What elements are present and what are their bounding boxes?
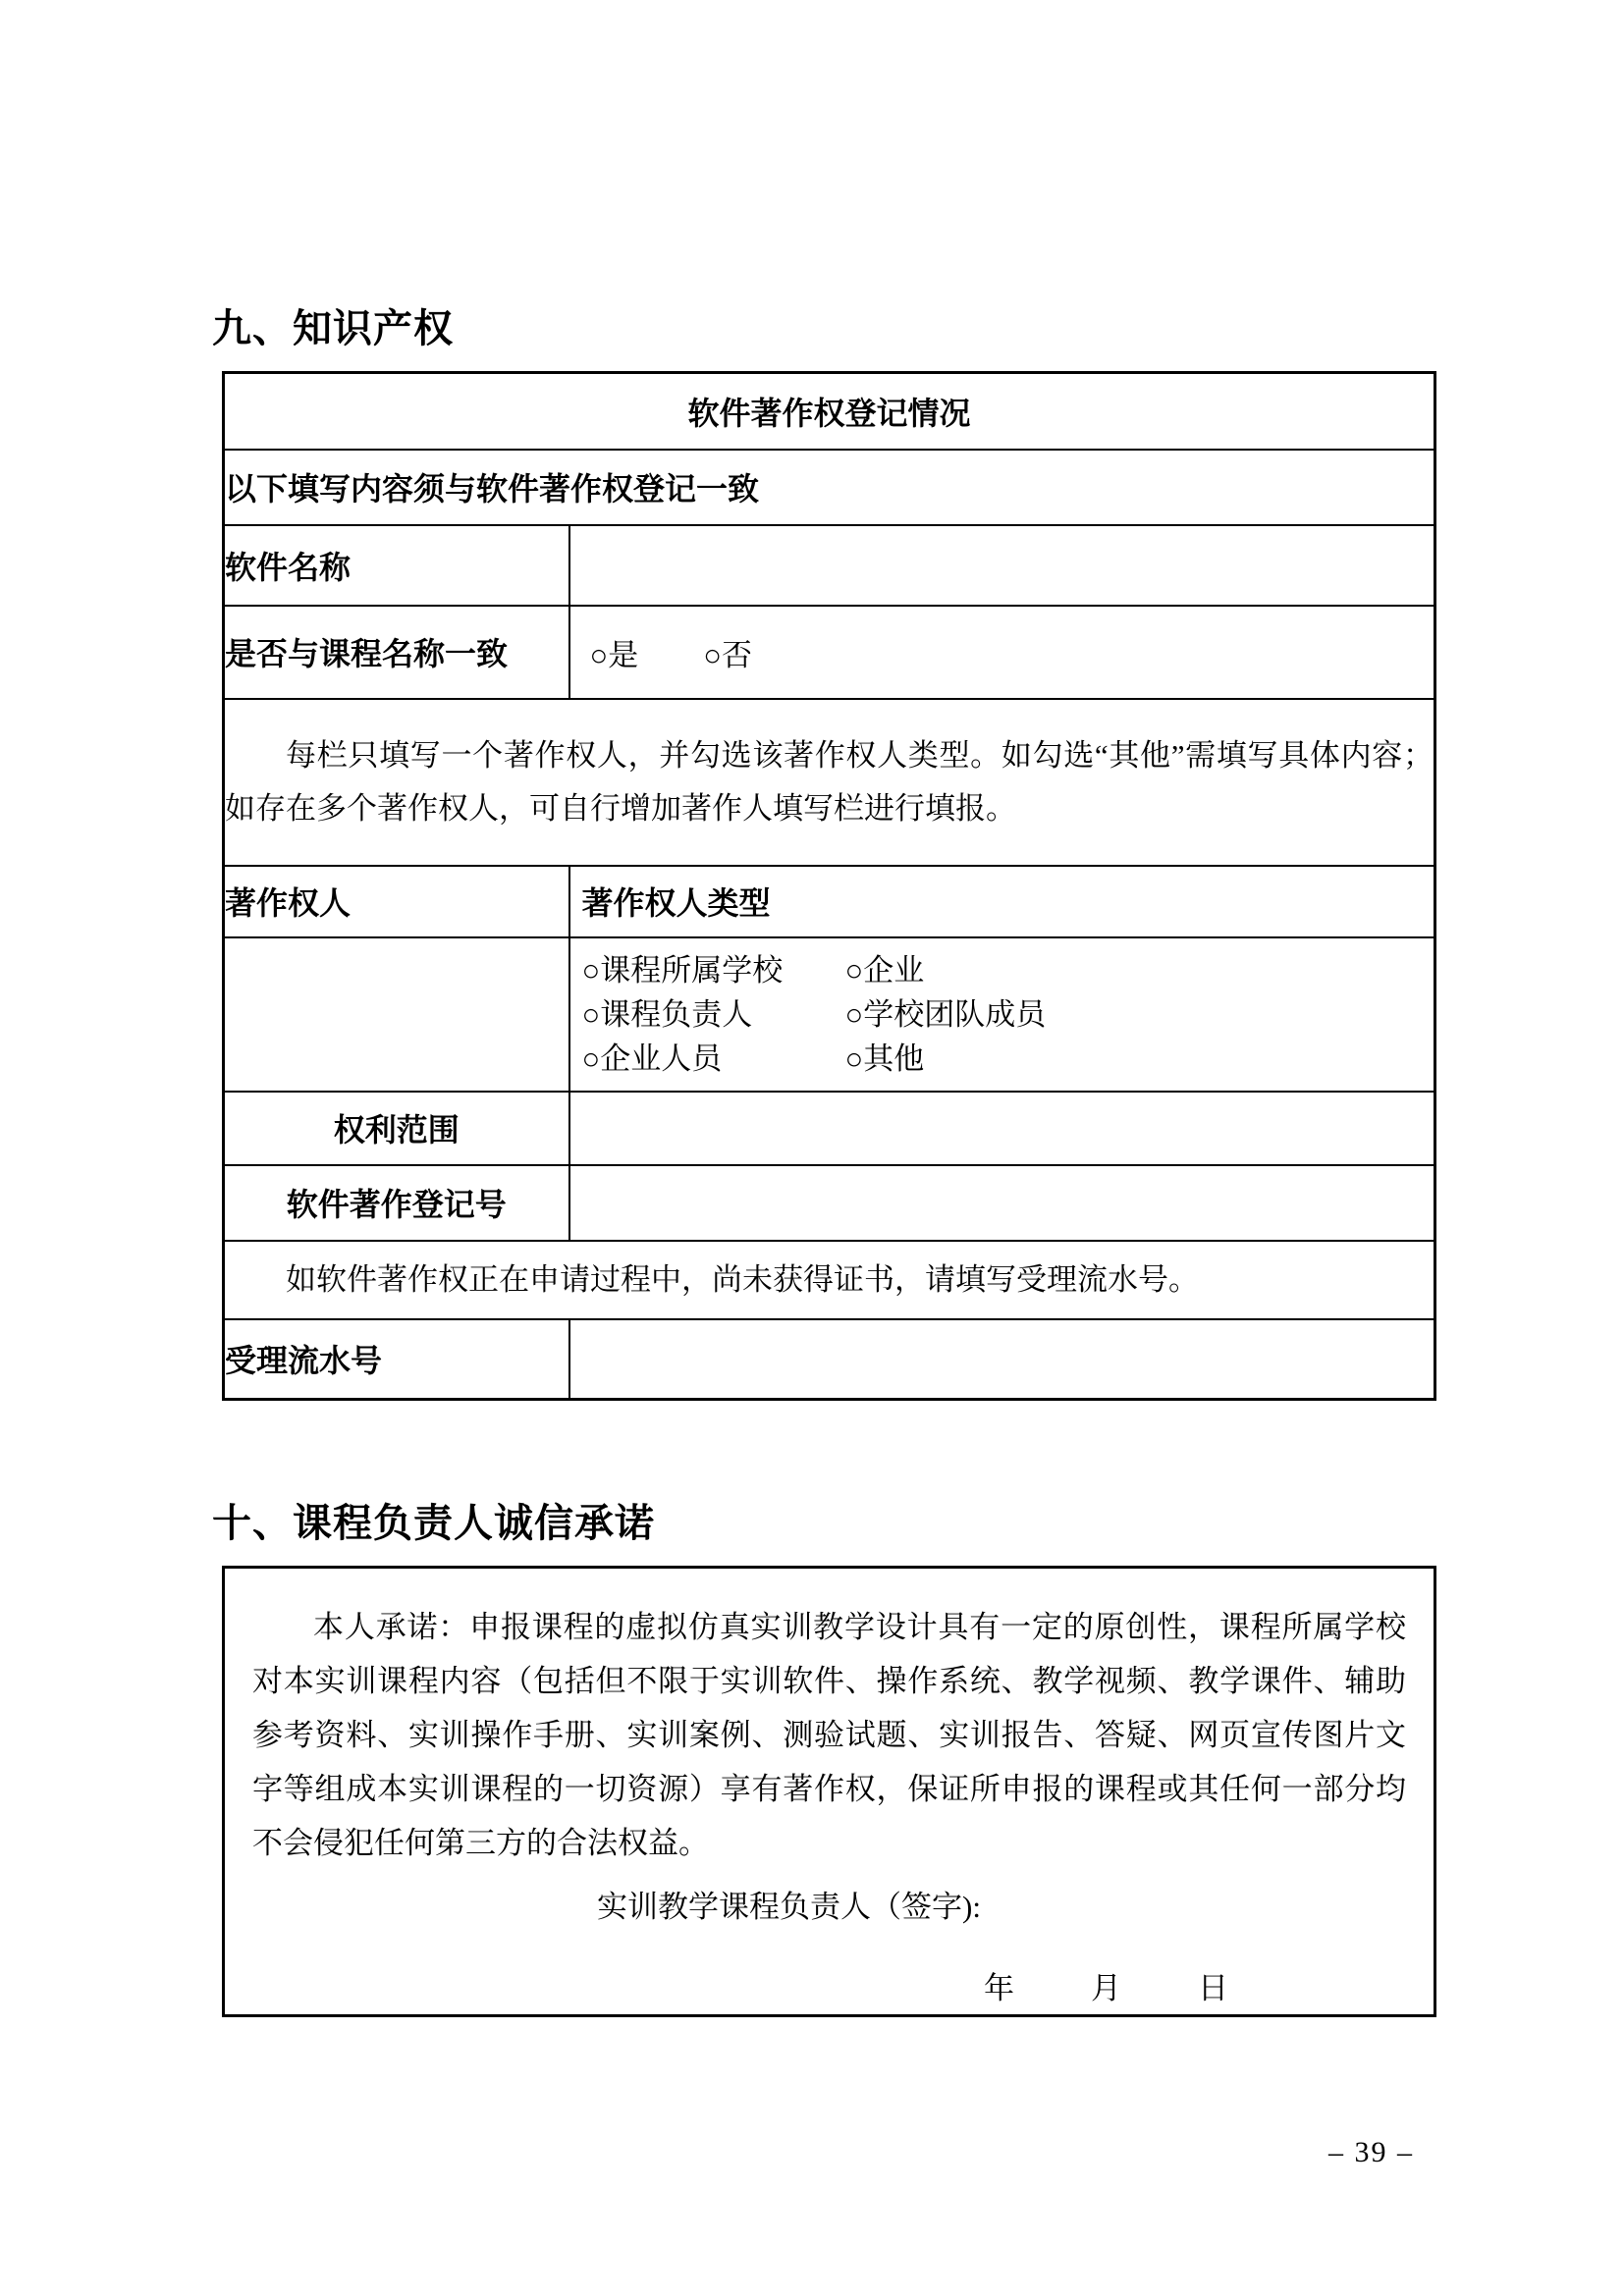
radio-icon: ○ [844,996,864,1032]
pending-note: 如软件著作权正在申请过程中，尚未获得证书，请填写受理流水号。 [224,1241,1435,1319]
commitment-text: 本人承诺：申报课程的虚拟仿真实训教学设计具有一定的原创性，课程所属学校对本实训课程内容（包括但不限于实训软件、操作系统、教学视频、教学课件、辅助参考资料、实训操作手册、实训案例、测验试题、实训报告、答疑、网页宣传图片文字等组成本实训课程的一切资源）享有著作权，保证所申报的课程或其任何一部分均不会侵犯任何第三方的合法权益。 [252,1610,1406,1860]
holder-type-options [570,938,1435,1091]
section9-title: 九、知识产权 [212,307,454,350]
radio-option-yes[interactable] [590,630,639,674]
holder-type-label: 著作权人类型 [569,866,1435,937]
radio-option-course-school[interactable] [582,948,845,992]
date-line [984,1963,1406,2007]
copyright-holder-field[interactable] [224,937,569,1092]
radio-option-enterprise-staff[interactable] [582,1037,845,1081]
radio-icon: ○ [581,1041,601,1076]
software-name-field[interactable] [569,525,1435,606]
serial-no-label: 受理流水号 [224,1319,569,1400]
radio-icon: ○ [703,637,722,672]
table-title: 软件著作权登记情况 [224,373,1435,450]
radio-option-no[interactable] [703,630,752,674]
table-instruction: 以下填写内容须与软件著作权登记一致 [224,450,1435,525]
radio-icon: ○ [844,952,864,988]
radio-icon: ○ [581,996,601,1032]
commitment-box [222,1566,1436,2017]
radio-icon: ○ [844,1041,864,1076]
copyright-holder-label: 著作权人 [224,866,569,937]
radio-option-yes-label: 是 [608,637,639,672]
signature-label: 实训教学课程负责人（签字): [597,1890,981,1924]
match-course-options [570,630,1435,674]
page-number: – 39 – [1328,2136,1414,2168]
serial-no-field[interactable] [569,1319,1435,1400]
date-day-label: 日 [1198,1971,1228,2005]
radio-icon: ○ [589,637,609,672]
radio-option-course-leader-label: 课程负责人 [600,996,753,1032]
radio-option-enterprise-staff-label: 企业人员 [600,1041,723,1076]
radio-option-no-label: 否 [721,637,752,672]
radio-icon: ○ [581,952,601,988]
holder-note: 每栏只填写一个著作权人，并勾选该著作权人类型。如勾选“其他”需填写具体内容；如存在多个著作权人，可自行增加著作人填写栏进行填报。 [224,699,1435,866]
date-year-label: 年 [984,1971,1014,2005]
radio-option-other-label: 其他 [863,1041,925,1076]
radio-option-school-team[interactable] [845,992,1435,1037]
radio-option-course-school-label: 课程所属学校 [600,952,784,988]
software-name-label: 软件名称 [224,525,569,606]
radio-option-school-team-label: 学校团队成员 [863,996,1047,1032]
holder-type-options-cell [569,937,1435,1092]
radio-option-enterprise-label: 企业 [863,952,925,988]
software-copyright-table [222,371,1436,1401]
date-month-label: 月 [1091,1971,1121,2005]
radio-option-enterprise[interactable] [845,948,1435,992]
rights-scope-label: 权利范围 [224,1092,569,1165]
match-course-label: 是否与课程名称一致 [224,606,569,699]
match-course-options-cell [569,606,1435,699]
radio-option-course-leader[interactable] [582,992,845,1037]
radio-option-other[interactable] [845,1037,1435,1081]
section10-title: 十、课程负责人诚信承诺 [212,1502,655,1545]
registration-no-field[interactable] [569,1165,1435,1241]
registration-no-label: 软件著作登记号 [224,1165,569,1241]
rights-scope-field[interactable] [569,1092,1435,1165]
